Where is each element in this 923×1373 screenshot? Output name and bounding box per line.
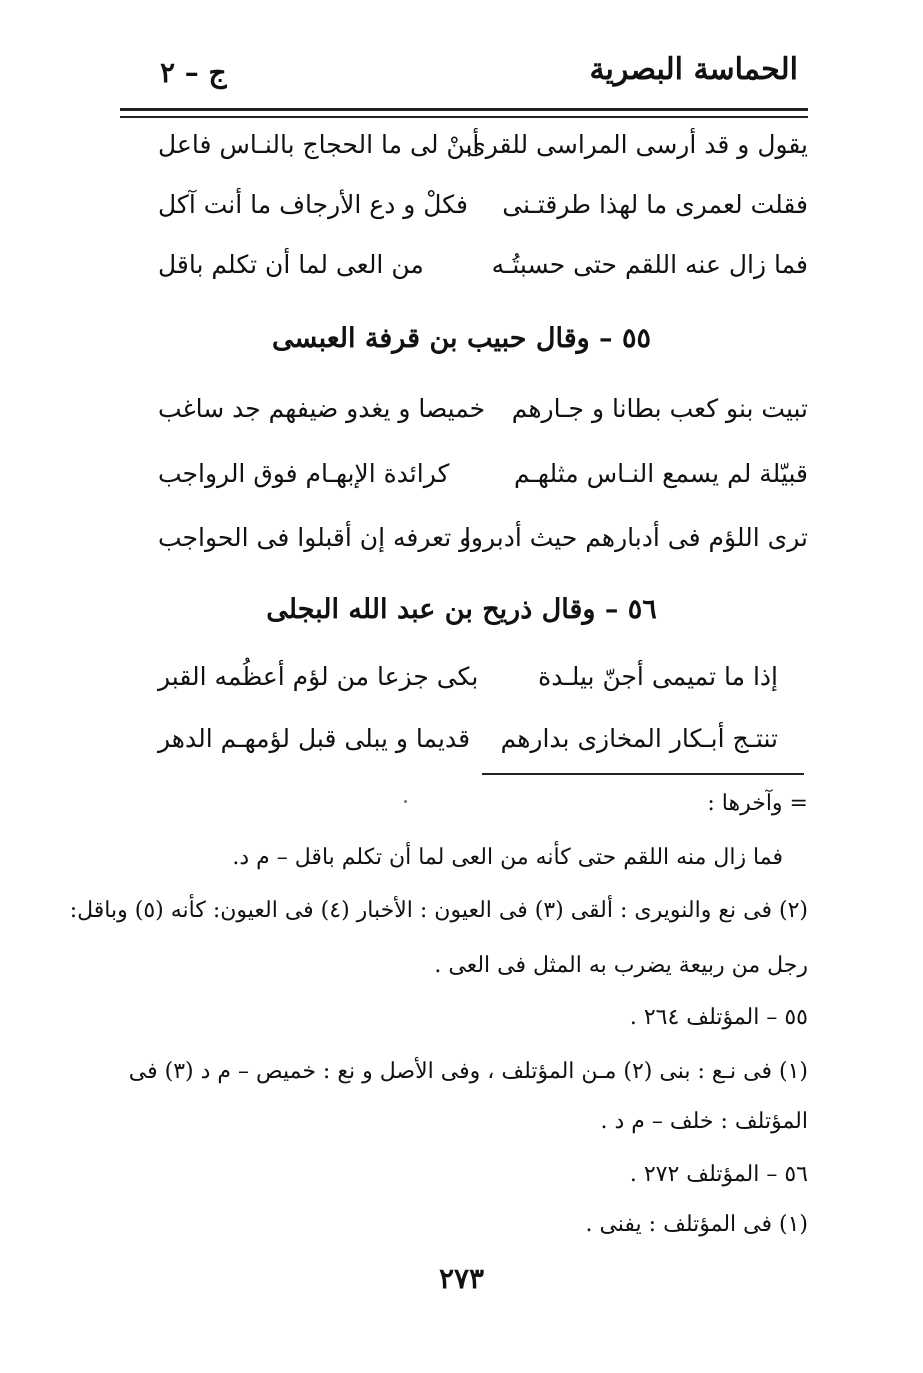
footnote-line: ٥٦ – المؤتلف ٢٧٢ . bbox=[629, 1162, 808, 1187]
hemistich-first: تبيت بنو كعب بطانا و جـارهم bbox=[511, 394, 808, 423]
hemistich-second: قديما و يبلى قبل لؤمهـم الدهر bbox=[158, 724, 471, 753]
ink-speck bbox=[404, 800, 407, 803]
poem-heading-55: ٥٥ – وقال حبيب بن قرفة العبسى bbox=[272, 323, 651, 354]
verse-55-1 bbox=[158, 394, 808, 438]
verse-55-2 bbox=[158, 459, 808, 503]
hemistich-first: فما زال عنه اللقم حتى حسبتُـه bbox=[491, 250, 808, 279]
header-rule-thick bbox=[120, 108, 808, 111]
hemistich-second: فكلْ و دع الأرجاف ما أنت آكل bbox=[158, 190, 468, 219]
poem-heading-56: ٥٦ – وقال ذريح بن عبد الله البجلى bbox=[266, 594, 657, 625]
hemistich-first: يقول و قد أرسى المراسى للقرى bbox=[466, 130, 808, 159]
hemistich-first: قبيّلة لم يسمع النـاس مثلهـم bbox=[513, 459, 808, 488]
footnote-line: (١) فى المؤتلف : يفنى . bbox=[585, 1212, 808, 1237]
verse-56-2 bbox=[158, 724, 808, 768]
hemistich-second: بكى جزعا من لؤم أعظُمه القبر bbox=[158, 662, 479, 691]
footnote-line: (٢) فى نع والنويرى : ألقى (٣) فى العيون : الأخبار (٤) فى العيون: كأنه (٥) وباقل: bbox=[69, 898, 808, 923]
hemistich-second: خميصا و يغدو ضيفهم جد ساغب bbox=[158, 394, 486, 423]
hemistich-second: أبنْ لى ما الحجاج بالنـاس فاعل bbox=[158, 130, 480, 159]
hemistich-first: فقلت لعمرى ما لهذا طرقتـنى bbox=[502, 190, 808, 219]
hemistich-second: كرائدة الإبهـام فوق الرواجب bbox=[158, 459, 450, 488]
hemistich-first: تنتـج أبـكار المخازى بدارهم bbox=[500, 724, 778, 753]
footnote-line: (١) فى نـع : بنى (٢) مـن المؤتلف ، وفى الأصل و نع : خميص – م د (٣) فى bbox=[128, 1059, 808, 1084]
footnote-line: = وآخرها : bbox=[707, 791, 808, 816]
verse-a1 bbox=[158, 130, 808, 174]
footnote-line: ٥٥ – المؤتلف ٢٦٤ . bbox=[629, 1005, 808, 1030]
footnote-line: المؤتلف : خلف – م د . bbox=[600, 1109, 808, 1134]
hemistich-first: ترى اللؤم فى أدبارهم حيث أدبروا bbox=[463, 523, 808, 552]
page-number: ٢٧٣ bbox=[438, 1262, 485, 1295]
verse-55-3 bbox=[158, 523, 808, 567]
running-header-volume: ج – ٢ bbox=[160, 56, 227, 89]
hemistich-first: إذا ما تميمى أجنّ بيلـدة bbox=[538, 662, 778, 691]
footnote-separator bbox=[482, 773, 804, 775]
hemistich-second: من العى لما أن تكلم باقل bbox=[158, 250, 424, 279]
header-rule-thin bbox=[120, 116, 808, 118]
verse-a2 bbox=[158, 190, 808, 234]
verse-56-1 bbox=[158, 662, 808, 706]
footnote-line: رجل من ربيعة يضرب به المثل فى العى . bbox=[434, 953, 808, 978]
verse-a3 bbox=[158, 250, 808, 294]
running-header-title: الحماسة البصرية bbox=[589, 52, 798, 87]
footnote-line: فما زال منه اللقم حتى كأنه من العى لما أن تكلم باقل – م د. bbox=[232, 845, 783, 870]
hemistich-second: و تعرفه إن أقبلوا فى الحواجب bbox=[158, 523, 472, 552]
